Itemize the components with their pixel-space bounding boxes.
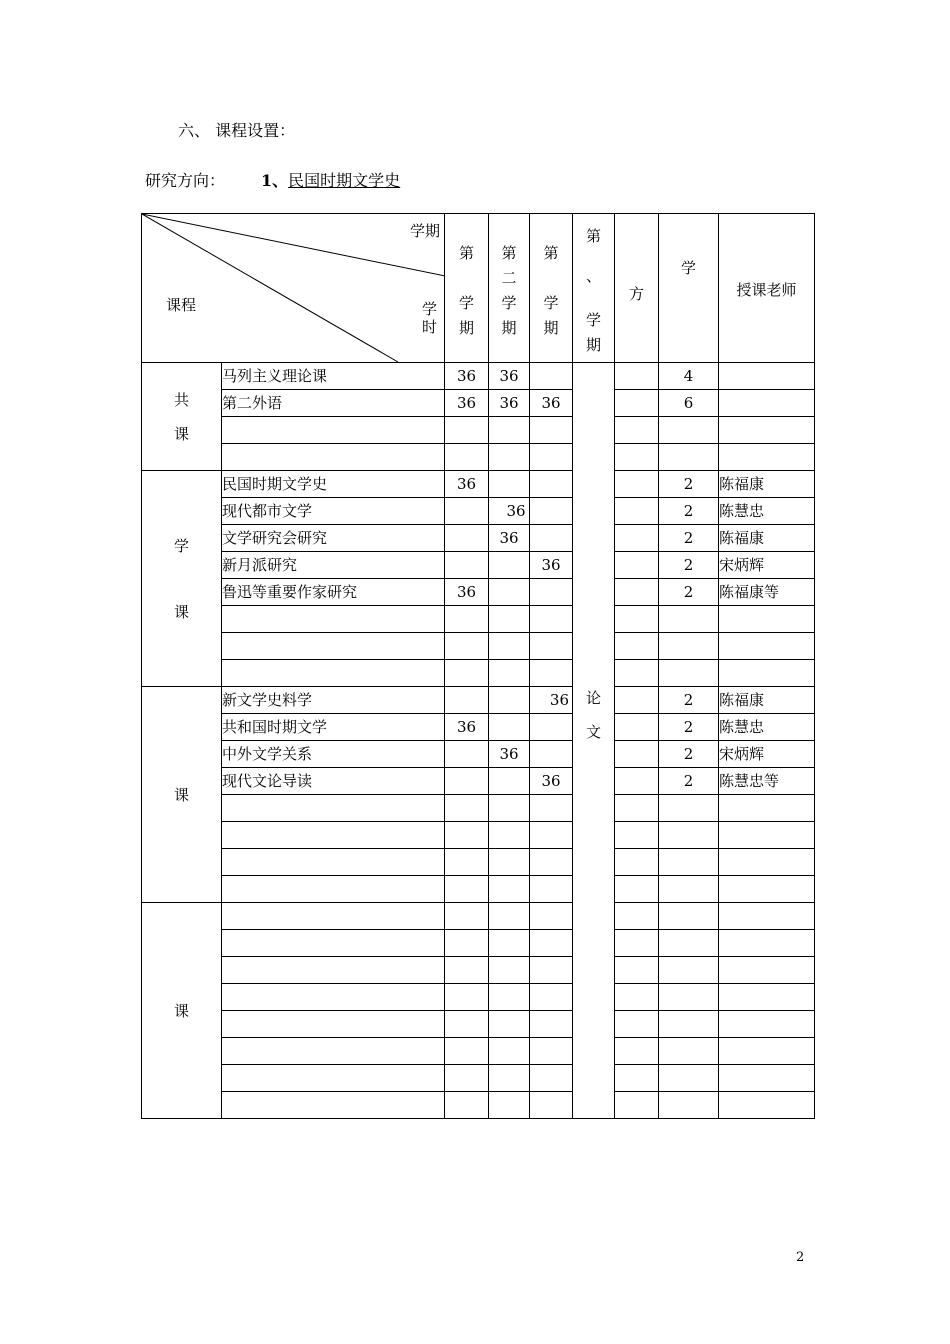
hours-term1: [445, 903, 489, 930]
hours-term2: [489, 930, 530, 957]
credit-cell: 2: [659, 579, 719, 606]
course-name: 鲁迅等重要作家研究: [222, 579, 445, 606]
course-name: [222, 633, 445, 660]
teacher-cell: 宋炳辉: [719, 741, 815, 768]
method-cell: [615, 687, 659, 714]
hours-term1: [445, 606, 489, 633]
hours-term1: [445, 1011, 489, 1038]
credit-cell: [659, 1092, 719, 1119]
group-label-char: 学: [173, 536, 189, 555]
teacher-cell: 陈福康: [719, 471, 815, 498]
hours-term3: [530, 579, 573, 606]
table-row: [142, 606, 815, 633]
teacher-cell: [719, 417, 815, 444]
corner-header: [142, 214, 445, 363]
hours-term3: [530, 471, 573, 498]
hours-term3: 36: [530, 687, 573, 714]
method-cell: [615, 1065, 659, 1092]
teacher-cell: [719, 795, 815, 822]
hours-term2: [489, 957, 530, 984]
method-cell: [615, 768, 659, 795]
hours-term2: [489, 714, 530, 741]
thesis-column: [573, 363, 615, 1119]
hours-term3: [530, 876, 573, 903]
header-term4: 第 、 学 期: [573, 214, 615, 363]
group-label-text: [142, 998, 221, 1024]
course-name: [222, 795, 445, 822]
table-row: [142, 1065, 815, 1092]
teacher-cell: 宋炳辉: [719, 552, 815, 579]
group-label-0: [142, 363, 222, 471]
course-name: [222, 1065, 445, 1092]
table-row: [142, 849, 815, 876]
method-cell: [615, 903, 659, 930]
table-row: [142, 633, 815, 660]
credit-cell: [659, 1011, 719, 1038]
hours-term1: [445, 1038, 489, 1065]
method-cell: [615, 606, 659, 633]
method-cell: [615, 795, 659, 822]
hours-term2: 36: [489, 741, 530, 768]
course-name: 共和国时期文学: [222, 714, 445, 741]
hours-term3: 36: [530, 768, 573, 795]
group-label-char: 课: [173, 1001, 189, 1020]
thesis-label-char: 论: [585, 689, 601, 707]
hours-term3: [530, 1092, 573, 1119]
course-name: [222, 930, 445, 957]
header-teacher: 授课老师: [719, 214, 815, 363]
hours-term1: [445, 741, 489, 768]
hours-term1: 36: [445, 363, 489, 390]
credit-cell: 2: [659, 471, 719, 498]
research-direction: [145, 168, 400, 191]
course-name: [222, 444, 445, 471]
hours-term3: [530, 606, 573, 633]
hours-term3: [530, 849, 573, 876]
hours-term2: [489, 984, 530, 1011]
course-name: [222, 849, 445, 876]
teacher-cell: [719, 957, 815, 984]
table-row: [142, 363, 815, 390]
hours-term2: [489, 1092, 530, 1119]
credit-cell: 2: [659, 687, 719, 714]
hours-term2: [489, 795, 530, 822]
corner-label-course: 课程: [166, 296, 197, 314]
hours-term3: [530, 417, 573, 444]
course-name: 现代都市文学: [222, 498, 445, 525]
hours-term1: [445, 498, 489, 525]
hours-term1: [445, 525, 489, 552]
hours-term1: [445, 822, 489, 849]
header-term3: 第 学 期: [530, 214, 573, 363]
course-name: 中外文学关系: [222, 741, 445, 768]
page-number: 2: [796, 1250, 805, 1265]
method-cell: [615, 444, 659, 471]
credit-cell: [659, 930, 719, 957]
course-name: 马列主义理论课: [222, 363, 445, 390]
method-cell: [615, 876, 659, 903]
group-label-2: [142, 687, 222, 903]
method-cell: [615, 741, 659, 768]
teacher-cell: 陈福康: [719, 687, 815, 714]
table-row: [142, 444, 815, 471]
method-cell: [615, 957, 659, 984]
method-cell: [615, 633, 659, 660]
hours-term2: [489, 849, 530, 876]
diagonal-lines: [142, 214, 445, 362]
group-label-char: 课: [173, 785, 189, 804]
method-cell: [615, 471, 659, 498]
header-term2: 第 二 学 期: [489, 214, 530, 363]
group-label-3: [142, 903, 222, 1119]
section-title: 六、 课程设置：: [178, 121, 296, 140]
table-row: [142, 795, 815, 822]
thesis-label: [573, 685, 614, 745]
course-name: [222, 876, 445, 903]
course-name: [222, 822, 445, 849]
table-row: [142, 714, 815, 741]
hours-term2: 36: [489, 498, 530, 525]
method-cell: [615, 1092, 659, 1119]
hours-term2: [489, 903, 530, 930]
teacher-cell: 陈慧忠等: [719, 768, 815, 795]
teacher-cell: 陈福康等: [719, 579, 815, 606]
hours-term3: [530, 822, 573, 849]
hours-term2: [489, 1011, 530, 1038]
course-name: 新月派研究: [222, 552, 445, 579]
teacher-cell: [719, 633, 815, 660]
hours-term2: [489, 633, 530, 660]
hours-term2: 36: [489, 525, 530, 552]
table-row: [142, 552, 815, 579]
hours-term1: [445, 849, 489, 876]
hours-term3: [530, 660, 573, 687]
course-name: [222, 660, 445, 687]
hours-term1: [445, 768, 489, 795]
hours-term3: 36: [530, 390, 573, 417]
teacher-cell: [719, 606, 815, 633]
hours-term3: 36: [530, 552, 573, 579]
hours-term3: [530, 930, 573, 957]
hours-term1: [445, 552, 489, 579]
teacher-cell: [719, 903, 815, 930]
teacher-cell: [719, 660, 815, 687]
course-name: [222, 1038, 445, 1065]
method-cell: [615, 390, 659, 417]
teacher-cell: 陈福康: [719, 525, 815, 552]
credit-cell: 2: [659, 552, 719, 579]
course-name: [222, 1011, 445, 1038]
hours-term3: [530, 741, 573, 768]
credit-cell: [659, 822, 719, 849]
group-label-text: [142, 387, 221, 447]
credit-cell: 2: [659, 498, 719, 525]
method-cell: [615, 822, 659, 849]
credit-cell: [659, 1038, 719, 1065]
hours-term3: [530, 444, 573, 471]
course-name: [222, 957, 445, 984]
hours-term3: [530, 363, 573, 390]
teacher-cell: [719, 390, 815, 417]
course-table: [141, 213, 815, 1119]
hours-term1: 36: [445, 714, 489, 741]
teacher-cell: [719, 1038, 815, 1065]
hours-term2: [489, 687, 530, 714]
direction-number: 1、: [261, 171, 289, 190]
method-cell: [615, 579, 659, 606]
hours-term1: [445, 417, 489, 444]
header-term1: 第 学 期: [445, 214, 489, 363]
hours-term1: [445, 633, 489, 660]
hours-term2: [489, 444, 530, 471]
hours-term1: [445, 687, 489, 714]
table-row: [142, 1038, 815, 1065]
teacher-cell: [719, 1065, 815, 1092]
hours-term3: [530, 633, 573, 660]
hours-term2: [489, 876, 530, 903]
method-cell: [615, 552, 659, 579]
table-row: [142, 471, 815, 498]
hours-term3: [530, 498, 573, 525]
credit-cell: [659, 849, 719, 876]
method-cell: [615, 1011, 659, 1038]
corner-label-hours-1: 学: [422, 300, 438, 318]
credit-cell: [659, 606, 719, 633]
hours-term2: 36: [489, 363, 530, 390]
credit-cell: [659, 876, 719, 903]
hours-term1: [445, 795, 489, 822]
table-row: [142, 903, 815, 930]
course-name: [222, 417, 445, 444]
header-row: [142, 214, 815, 363]
method-cell: [615, 498, 659, 525]
teacher-cell: [719, 876, 815, 903]
header-credit: 学: [659, 214, 719, 363]
table-row: [142, 930, 815, 957]
hours-term1: [445, 1065, 489, 1092]
teacher-cell: [719, 1092, 815, 1119]
credit-cell: 2: [659, 525, 719, 552]
hours-term3: [530, 795, 573, 822]
teacher-cell: [719, 930, 815, 957]
group-label-char: 课: [173, 602, 189, 621]
credit-cell: 2: [659, 741, 719, 768]
table-row: [142, 1011, 815, 1038]
hours-term3: [530, 1011, 573, 1038]
teacher-cell: 陈慧忠: [719, 498, 815, 525]
credit-cell: [659, 1065, 719, 1092]
table-row: [142, 660, 815, 687]
method-cell: [615, 984, 659, 1011]
hours-term2: [489, 660, 530, 687]
method-cell: [615, 363, 659, 390]
hours-term3: [530, 1038, 573, 1065]
credit-cell: [659, 633, 719, 660]
hours-term1: [445, 660, 489, 687]
header-method: 方: [615, 214, 659, 363]
course-name: [222, 903, 445, 930]
group-label-text: [142, 533, 221, 625]
hours-term3: [530, 984, 573, 1011]
method-cell: [615, 849, 659, 876]
thesis-label-char: 文: [585, 723, 601, 741]
group-label-char: 共: [173, 390, 189, 409]
credit-cell: 2: [659, 714, 719, 741]
credit-cell: [659, 903, 719, 930]
table-row: [142, 822, 815, 849]
credit-cell: [659, 984, 719, 1011]
hours-term2: [489, 606, 530, 633]
hours-term1: [445, 957, 489, 984]
teacher-cell: [719, 849, 815, 876]
hours-term2: [489, 1065, 530, 1092]
table-row: [142, 957, 815, 984]
table-row: [142, 417, 815, 444]
teacher-cell: [719, 822, 815, 849]
hours-term2: [489, 471, 530, 498]
teacher-cell: [719, 1011, 815, 1038]
corner-label-term: 学期: [410, 222, 441, 240]
hours-term2: 36: [489, 390, 530, 417]
hours-term3: [530, 903, 573, 930]
hours-term2: [489, 822, 530, 849]
course-name: 民国时期文学史: [222, 471, 445, 498]
table-row: [142, 984, 815, 1011]
course-name: 新文学史料学: [222, 687, 445, 714]
method-cell: [615, 525, 659, 552]
teacher-cell: 陈慧忠: [719, 714, 815, 741]
group-label-char: 课: [173, 424, 189, 443]
credit-cell: 2: [659, 768, 719, 795]
hours-term1: 36: [445, 579, 489, 606]
hours-term1: 36: [445, 390, 489, 417]
hours-term1: [445, 444, 489, 471]
course-name: 文学研究会研究: [222, 525, 445, 552]
credit-cell: [659, 660, 719, 687]
course-name: 第二外语: [222, 390, 445, 417]
hours-term3: [530, 525, 573, 552]
credit-cell: [659, 417, 719, 444]
hours-term1: [445, 1092, 489, 1119]
table-row: [142, 687, 815, 714]
hours-term2: [489, 1038, 530, 1065]
hours-term1: [445, 876, 489, 903]
table-row: [142, 390, 815, 417]
hours-term3: [530, 957, 573, 984]
method-cell: [615, 930, 659, 957]
teacher-cell: [719, 363, 815, 390]
direction-label: 研究方向：: [145, 171, 226, 190]
hours-term2: [489, 579, 530, 606]
teacher-cell: [719, 444, 815, 471]
credit-cell: [659, 957, 719, 984]
credit-cell: [659, 444, 719, 471]
hours-term2: [489, 552, 530, 579]
course-name: [222, 606, 445, 633]
course-name: [222, 1092, 445, 1119]
course-name: [222, 984, 445, 1011]
hours-term2: [489, 768, 530, 795]
table-row: [142, 525, 815, 552]
credit-cell: 4: [659, 363, 719, 390]
group-label-text: [142, 782, 221, 808]
corner-label-hours-2: 时: [422, 318, 438, 336]
hours-term1: [445, 930, 489, 957]
hours-term3: [530, 714, 573, 741]
direction-name: 民国时期文学史: [288, 171, 401, 190]
method-cell: [615, 660, 659, 687]
table-row: [142, 768, 815, 795]
credit-cell: 6: [659, 390, 719, 417]
method-cell: [615, 1038, 659, 1065]
group-label-1: [142, 471, 222, 687]
hours-term2: [489, 417, 530, 444]
table-row: [142, 1092, 815, 1119]
method-cell: [615, 417, 659, 444]
hours-term1: [445, 984, 489, 1011]
table-row: [142, 876, 815, 903]
method-cell: [615, 714, 659, 741]
table-row: [142, 579, 815, 606]
credit-cell: [659, 795, 719, 822]
hours-term3: [530, 1065, 573, 1092]
hours-term1: 36: [445, 471, 489, 498]
course-name: 现代文论导读: [222, 768, 445, 795]
table-row: [142, 498, 815, 525]
table-row: [142, 741, 815, 768]
teacher-cell: [719, 984, 815, 1011]
